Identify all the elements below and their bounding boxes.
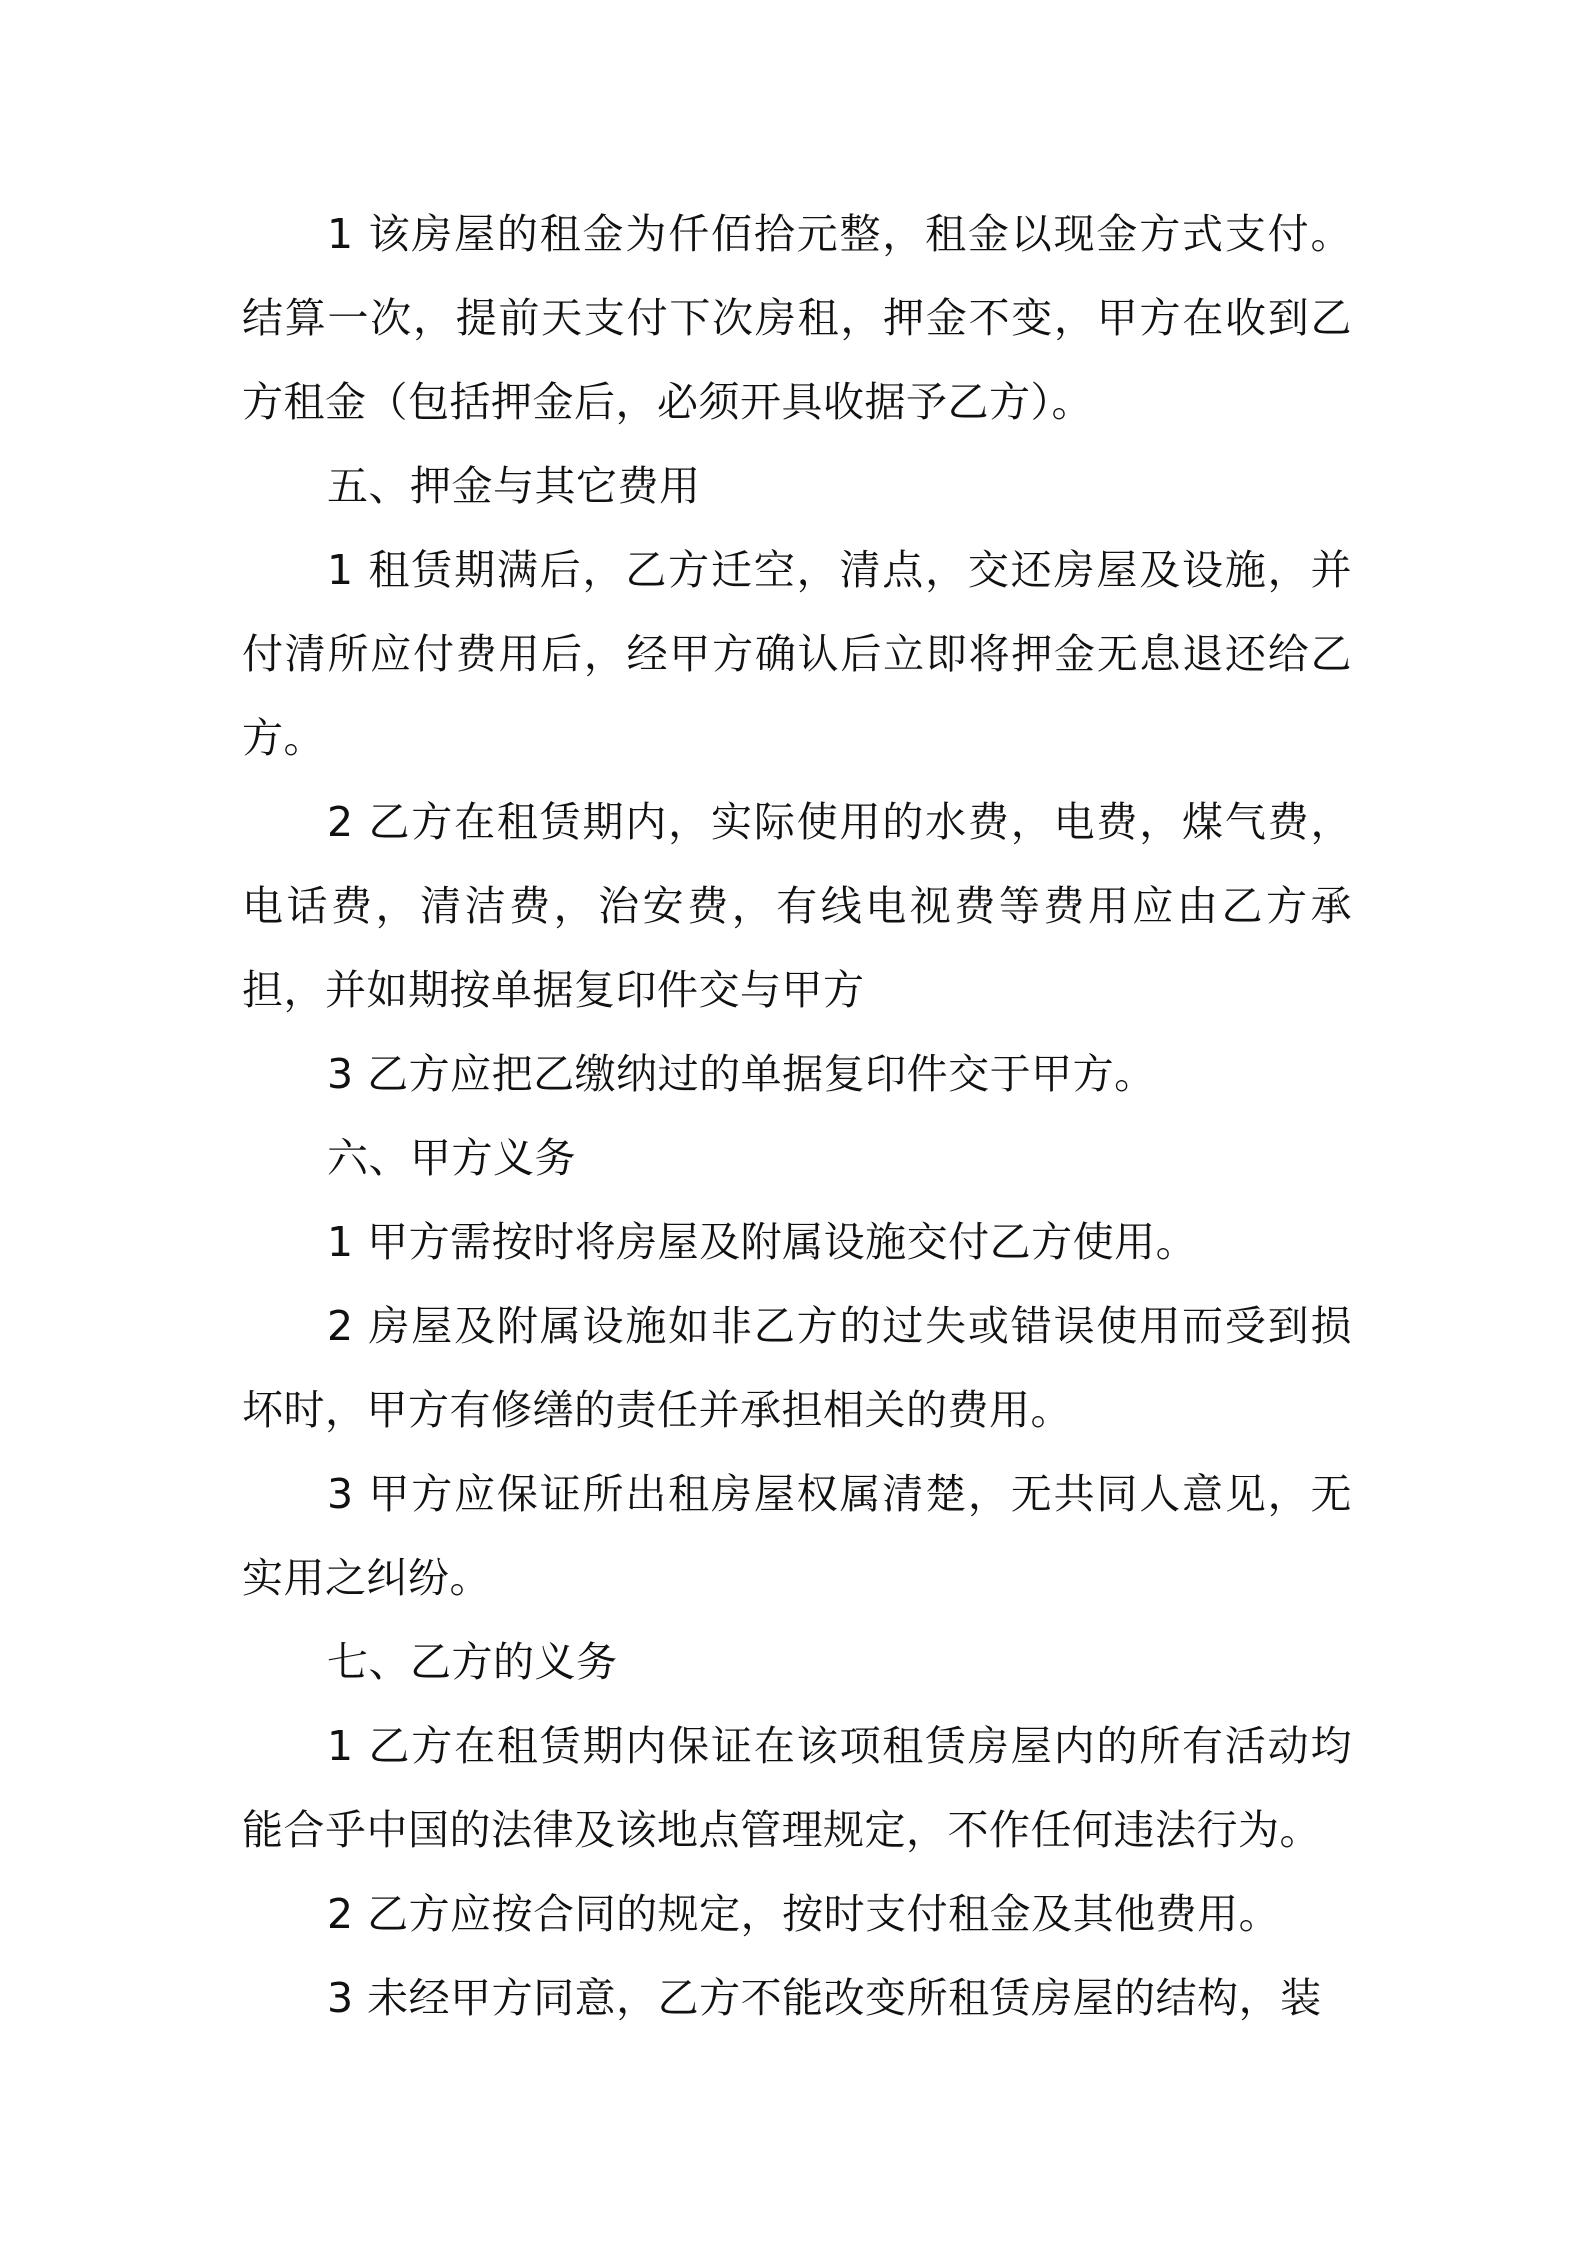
paragraph-receipt-copies: 3 乙方应把乙缴纳过的单据复印件交于甲方。 (327, 1050, 1156, 1098)
paragraph-rent-payment: 1 该房屋的租金为仟佰拾元整，租金以现金方式支付。结算一次，提前天支付下次房租，押金不变，甲方在收到乙方租金（包括押金后，必须开具收据予乙方）。 (242, 210, 1352, 426)
paragraph-party-b-lawful: 1 乙方在租赁期内保证在该项租赁房屋内的所有活动均能合乎中国的法律及该地点管理规定，不作任何违法行为。 (242, 1722, 1352, 1854)
paragraph-party-b-payment: 2 乙方应按合同的规定，按时支付租金及其他费用。 (327, 1890, 1281, 1938)
paragraph-party-a-repair: 2 房屋及附属设施如非乙方的过失或错误使用而受到损坏时，甲方有修缮的责任并承担相关的费用。 (242, 1302, 1352, 1434)
section-heading-party-b-duties: 七、乙方的义务 (327, 1638, 618, 1686)
paragraph-party-b-structure: 3 未经甲方同意，乙方不能改变所租赁房屋的结构，装 (327, 1974, 1322, 2022)
paragraph-deposit-refund: 1 租赁期满后，乙方迁空，清点，交还房屋及设施，并付清所应付费用后，经甲方确认后立即将押金无息退还给乙方。 (242, 546, 1352, 762)
paragraph-party-a-ownership: 3 甲方应保证所出租房屋权属清楚，无共同人意见，无实用之纠纷。 (242, 1470, 1352, 1602)
paragraph-party-a-delivery: 1 甲方需按时将房屋及附属设施交付乙方使用。 (327, 1218, 1198, 1266)
section-heading-deposit: 五、押金与其它费用 (327, 462, 701, 510)
section-heading-party-a-duties: 六、甲方义务 (327, 1134, 576, 1182)
document-body (242, 192, 1352, 2040)
paragraph-utility-fees: 2 乙方在租赁期内，实际使用的水费，电费，煤气费，电话费，清洁费，治安费，有线电视费等费用应由乙方承担，并如期按单据复印件交与甲方 (242, 798, 1352, 1014)
